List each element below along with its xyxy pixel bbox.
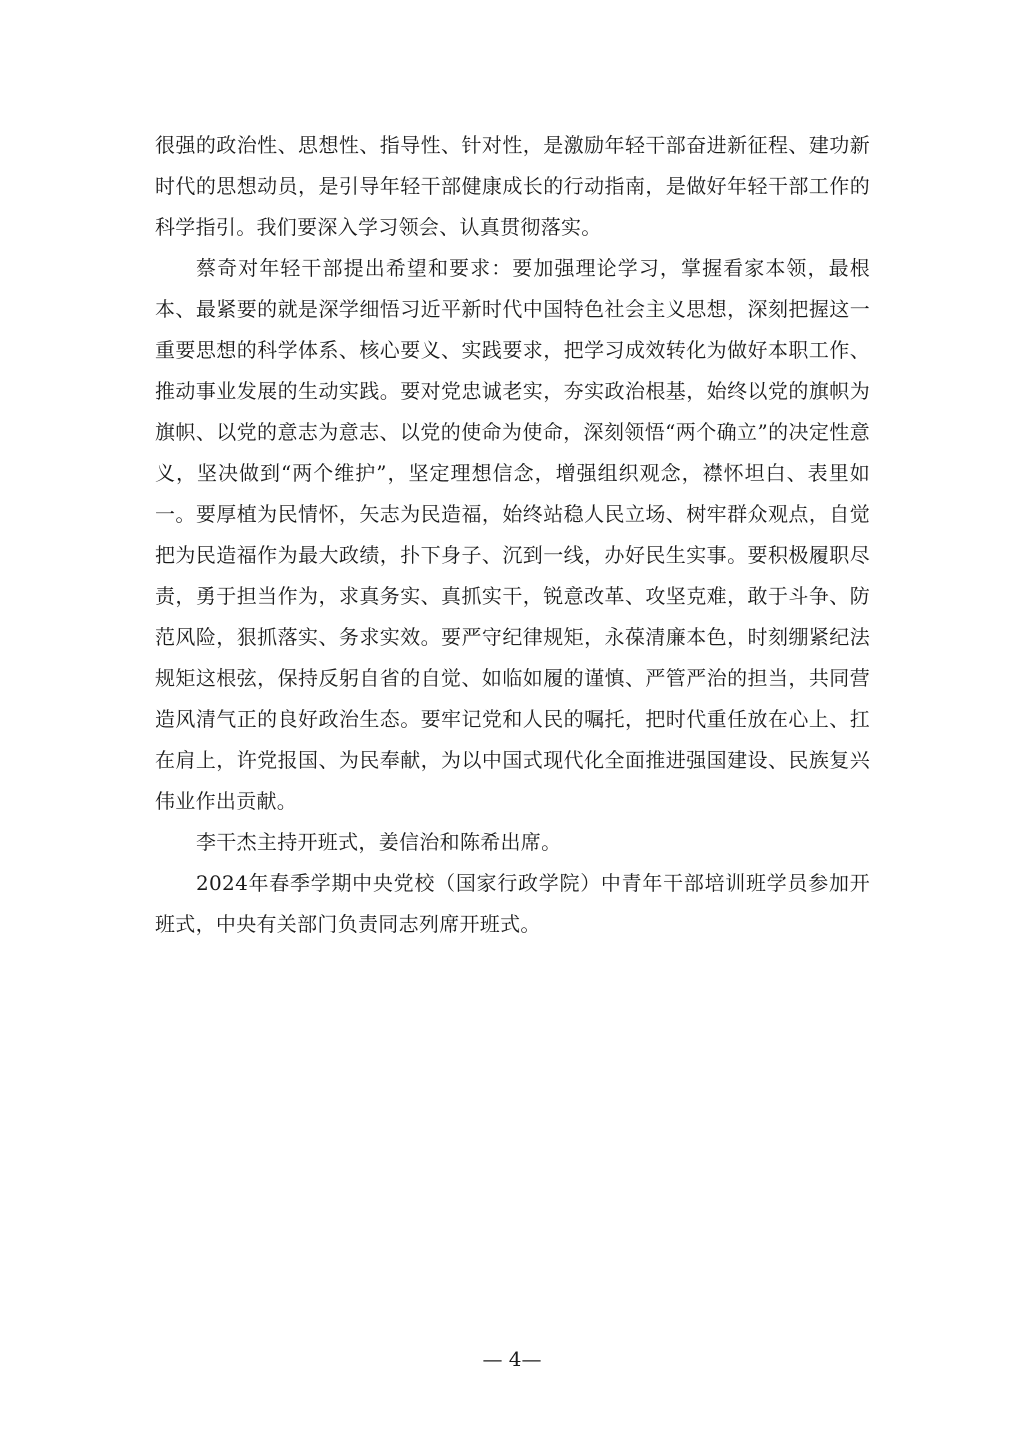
paragraph-1: 很强的政治性、思想性、指导性、针对性，是激励年轻干部奋进新征程、建功新时代的思想动员，是引导年轻干部健康成长的行动指南，是做好年轻干部工作的科学指引。我们要深入学习领会、认真贯彻落实。 (155, 133, 870, 239)
paragraph-2: 蔡奇对年轻干部提出希望和要求：要加强理论学习，掌握看家本领，最根本、最紧要的就是深学细悟习近平新时代中国特色社会主义思想，深刻把握这一重要思想的科学体系、核心要义、实践要求，把学习成效转化为做好本职工作、推动事业发展的生动实践。要对党忠诚老实，夯实政治根基，始终以党的旗帜为旗帜、以党的意志为意志、以党的使命为使命，深刻领悟“两个确立”的决定性意义，坚决做到“两个维护”，坚定理想信念，增强组织观念，襟怀坦白、表里如一。要厚植为民情怀，矢志为民造福，始终站稳人民立场、树牢群众观点，自觉把为民造福作为最大政绩，扑下身子、沉到一线，办好民生实事。要积极履职尽责，勇于担当作为，求真务实、真抓实干，锐意改革、攻坚克难，敢于斗争、防范风险，狠抓落实、务求实效。要严守纪律规矩，永葆清廉本色，时刻绷紧纪法规矩这根弦，保持反躬自省的自觉、如临如履的谨慎、严管严治的担当，共同营造风清气正的良好政治生态。要牢记党和人民的嘱托，把时代重任放在心上、扛在肩上，许党报国、为民奉献，为以中国式现代化全面推进强国建设、民族复兴伟业作出贡献。 (155, 256, 870, 813)
page-number: — 4— (482, 1347, 542, 1371)
paragraph-3: 李干杰主持开班式，姜信治和陈希出席。 (196, 830, 562, 854)
paragraph-4: 2024年春季学期中央党校（国家行政学院）中青年干部培训班学员参加开班式，中央有关部门负责同志列席开班式。 (155, 871, 870, 936)
body-text (155, 125, 870, 945)
